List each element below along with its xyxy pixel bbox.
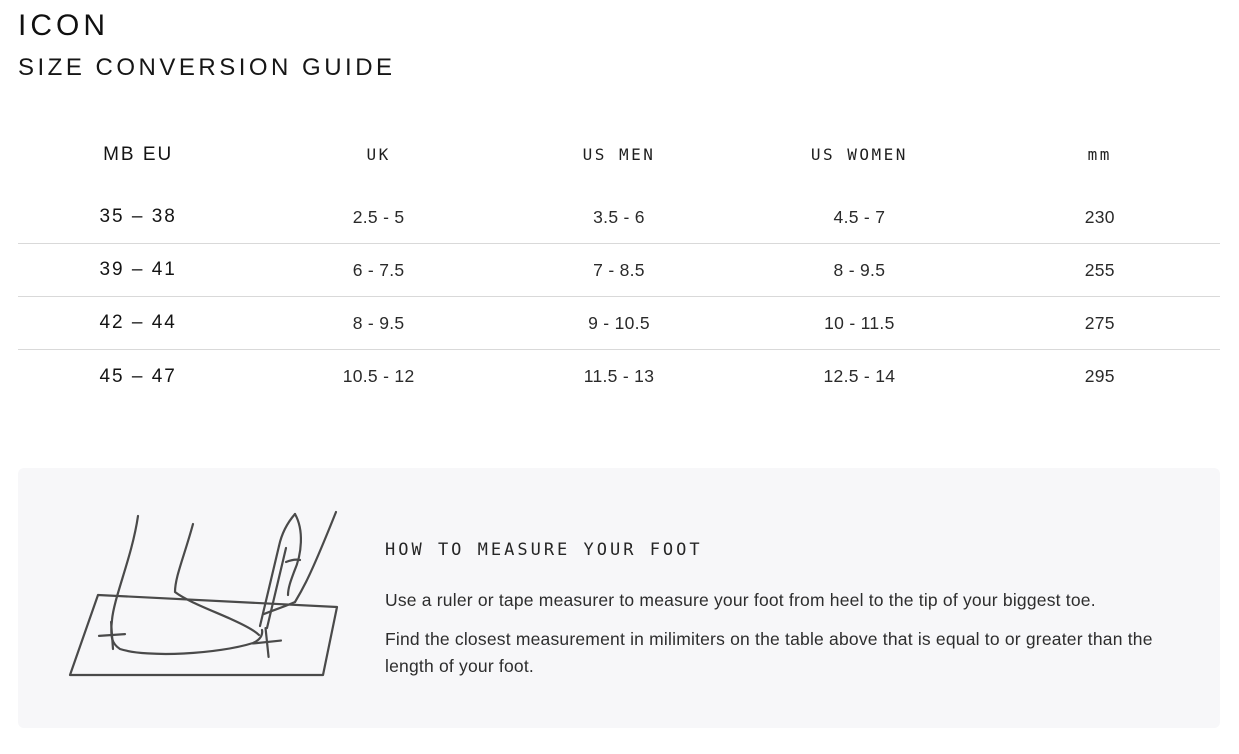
measure-paragraph: Find the closest measurement in milimiters on the table above that is equal to or greater than the length of your foot. [385, 629, 1153, 676]
table-row [18, 350, 1220, 403]
cell-uk-size: 10.5 - 12 [342, 366, 415, 386]
cell-uk-size: 6 - 7.5 [352, 259, 405, 280]
column-header-uk: UK [366, 145, 391, 164]
table-row [18, 191, 1220, 244]
cell-mm: 275 [1084, 312, 1115, 333]
cell-mm: 230 [1084, 206, 1115, 227]
hand-shape [279, 514, 295, 546]
page-header [18, 8, 396, 82]
table-row [18, 297, 1220, 350]
cell-us-women: 8 - 9.5 [833, 259, 886, 280]
foot-outline-shape [111, 516, 262, 654]
column-header-us-women: US WOMEN [810, 145, 908, 164]
cell-mm: 255 [1084, 259, 1115, 280]
heel-cross-mark [98, 621, 126, 650]
cell-eu-size: 35 – 38 [99, 206, 177, 227]
cell-us-women: 12.5 - 14 [823, 366, 896, 386]
cell-us-men: 9 - 10.5 [588, 312, 650, 333]
cell-eu-size: 42 – 44 [99, 312, 177, 333]
column-header-mm: mm [1087, 145, 1112, 164]
foot-top-shape [175, 524, 259, 635]
cell-uk-size: 8 - 9.5 [352, 312, 405, 333]
arm-shape [295, 512, 336, 602]
cell-us-men: 11.5 - 13 [583, 366, 655, 386]
column-header-mb-eu: MB EU [103, 143, 174, 165]
table-header-row [18, 130, 1220, 179]
cell-eu-size: 39 – 41 [99, 259, 177, 280]
cell-us-women: 10 - 11.5 [824, 312, 895, 333]
cell-us-men: 3.5 - 6 [593, 206, 645, 227]
how-to-measure-panel [18, 468, 1220, 728]
cell-us-men: 7 - 8.5 [593, 259, 645, 280]
cell-uk-size: 2.5 - 5 [352, 206, 405, 227]
table-row [18, 244, 1220, 297]
page-title: SIZE CONVERSION GUIDE [18, 54, 396, 81]
measure-heading: HOW TO MEASURE YOUR FOOT [385, 540, 703, 560]
foot-measurement-icon [48, 502, 358, 702]
cell-us-women: 4.5 - 7 [833, 206, 886, 227]
table-body [18, 191, 1220, 403]
size-conversion-table [18, 130, 1220, 403]
brand-title: ICON [18, 9, 109, 42]
hand-shape-2 [288, 514, 301, 595]
cell-mm: 295 [1084, 366, 1115, 386]
measure-instructions [385, 540, 1185, 680]
measure-paragraph: Use a ruler or tape measurer to measure your foot from heel to the tip of your biggest toe. [385, 590, 1096, 610]
column-header-us-men: US MEN [582, 145, 656, 164]
cell-eu-size: 45 – 47 [99, 365, 177, 387]
